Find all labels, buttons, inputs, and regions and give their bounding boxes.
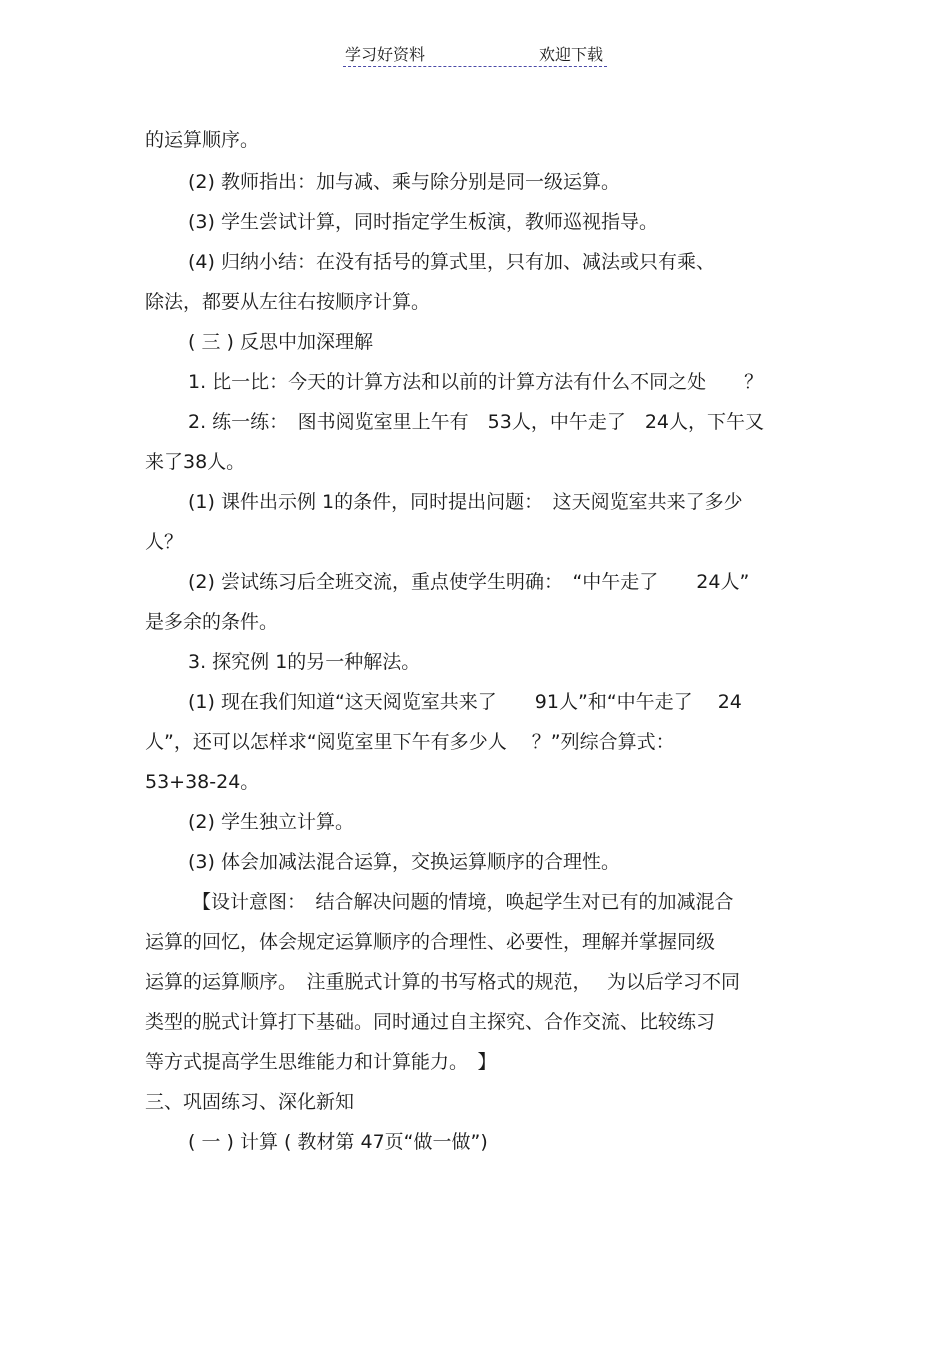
design-intent-line: 类型的脱式计算打下基础。同时通过自主探究、合作交流、比较练习	[145, 1011, 716, 1033]
text-line: 是多余的条件。	[145, 611, 279, 633]
design-intent-line: 【设计意图： 结合解决问题的情境，唤起学生对已有的加减混合	[192, 891, 734, 913]
text-line: 来了38人。	[145, 451, 246, 473]
text-line: 1. 比一比：今天的计算方法和以前的计算方法有什么不同之处 ？	[188, 371, 764, 393]
text-line: 人？	[145, 531, 184, 553]
text-line: 除法，都要从左往右按顺序计算。	[145, 291, 431, 313]
text-line: (2) 学生独立计算。	[188, 811, 354, 833]
text-line: (2) 教师指出：加与减、乘与除分别是同一级运算。	[188, 171, 620, 193]
text-line: (1) 现在我们知道“这天阅览室共来了 91人”和“中午走了 24	[188, 691, 742, 713]
text-line: 3. 探究例 1的另一种解法。	[188, 651, 421, 673]
design-intent-line: 运算的回忆，体会规定运算顺序的合理性、必要性，理解并掌握同级	[145, 931, 716, 953]
text-line: (2) 尝试练习后全班交流，重点使学生明确： “中午走了 24人”	[188, 571, 750, 593]
header-left-text: 学习好资料	[345, 45, 426, 64]
design-intent-line: 运算的运算顺序。 注重脱式计算的书写格式的规范， 为以后学习不同	[145, 971, 741, 993]
text-line: (3) 学生尝试计算，同时指定学生板演，教师巡视指导。	[188, 211, 658, 233]
text-line: (1) 课件出示例 1的条件，同时提出问题： 这天阅览室共来了多少	[188, 491, 743, 513]
text-line: 人”，还可以怎样求“阅览室里下午有多少人 ？”列综合算式：	[145, 731, 675, 753]
text-line: 2. 练一练： 图书阅览室里上午有 53人，中午走了 24人，下午又	[188, 411, 765, 433]
design-intent-line: 等方式提高学生思维能力和计算能力。 】	[145, 1051, 497, 1073]
section-heading: 三、巩固练习、深化新知	[145, 1091, 355, 1113]
page-header	[343, 40, 607, 67]
text-line: (3) 体会加减法混合运算，交换运算顺序的合理性。	[188, 851, 620, 873]
text-line: (4) 归纳小结：在没有括号的算式里，只有加、减法或只有乘、	[188, 251, 715, 273]
text-line: 53+38-24。	[145, 771, 260, 793]
section-heading: ( 三 ) 反思中加深理解	[188, 331, 373, 353]
text-line: 的运算顺序。	[145, 129, 260, 151]
header-right-text: 欢迎下载	[538, 45, 603, 64]
section-heading: ( 一 ) 计算 ( 教材第 47页“做一做”)	[188, 1131, 488, 1153]
